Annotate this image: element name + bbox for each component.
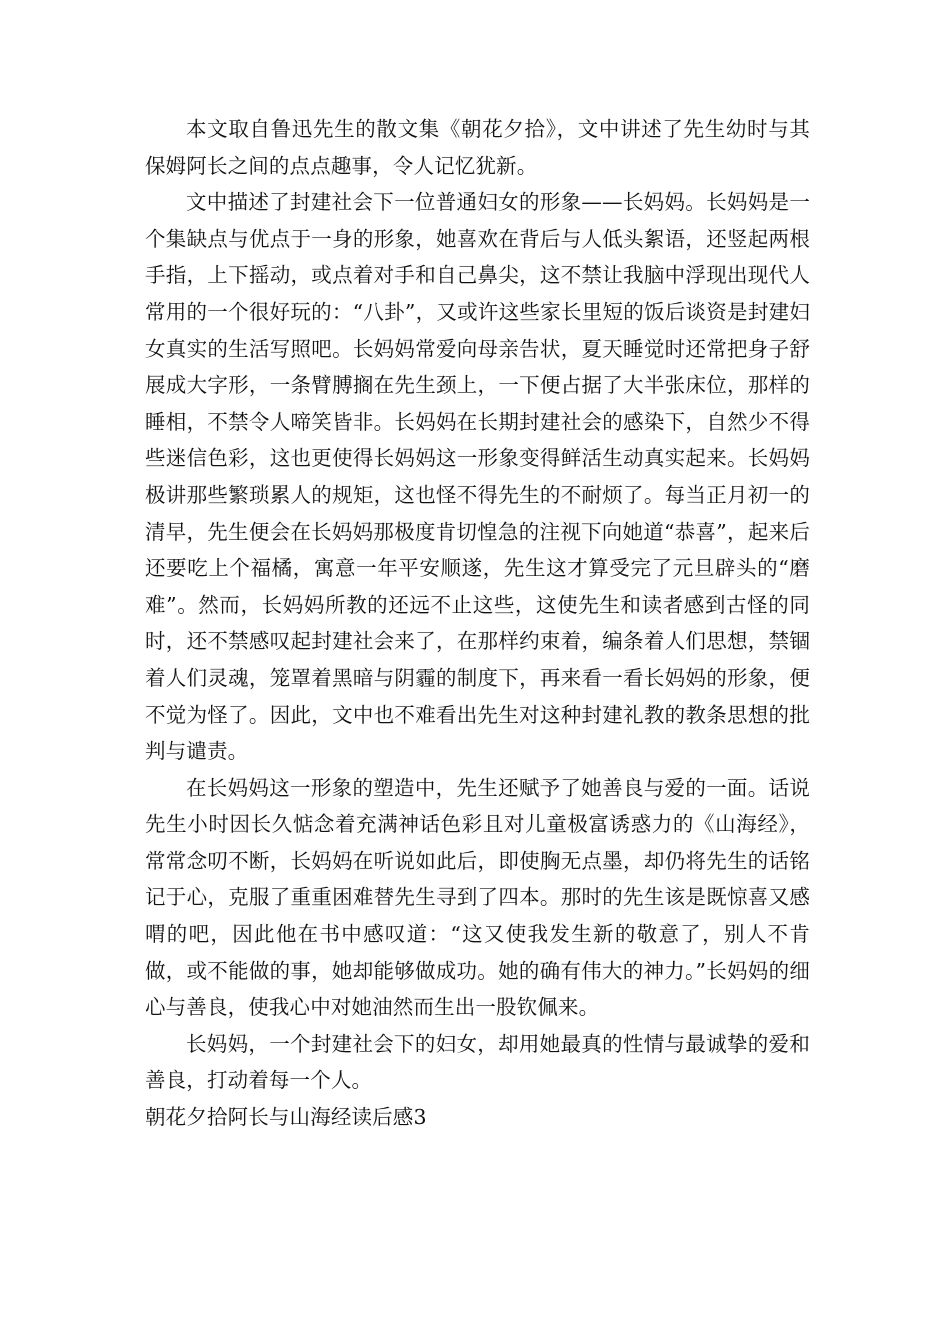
paragraph-conclusion: 长妈妈，一个封建社会下的妇女，却用她最真的性情与最诚挚的爱和善良，打动着每一个人。 [145,1031,810,1093]
paragraph-kindness: 在长妈妈这一形象的塑造中，先生还赋予了她善良与爱的一面。话说先生小时因长久惦念着充满神话色彩且对儿童极富诱惑力的《山海经》，常常念叨不断，长妈妈在听说如此后，即使胸无点墨，却仍将先生的话铭记于心，克服了重重困难替先生寻到了四本。那时的先生该是既惊喜又感喟的吧，因此他在书中感叹道：“这又使我发生新的敬意了，别人不肯做，或不能做的事，她却能够做成功。她的确有伟大的神力。”长妈妈的细心与善良，使我心中对她油然而生出一股钦佩来。 [145,775,810,1020]
document-page [145,111,810,1136]
next-essay-heading: 朝花夕拾阿长与山海经读后感3 [145,1105,427,1130]
paragraph-character-description: 文中描述了封建社会下一位普通妇女的形象——长妈妈。长妈妈是一个集缺点与优点于一身的形象，她喜欢在背后与人低头絮语，还竖起两根手指，上下摇动，或点着对手和自己鼻尖，这不禁让我脑中浮现出现代人常用的一个很好玩的：“八卦”，又或许这些家长里短的饭后谈资是封建妇女真实的生活写照吧。长妈妈常爱向母亲告状，夏天睡觉时还常把身子舒展成大字形，一条臂膊搁在先生颈上，一下便占据了大半张床位，那样的睡相，不禁令人啼笑皆非。长妈妈在长期封建社会的感染下，自然少不得些迷信色彩，这也更使得长妈妈这一形象变得鲜活生动真实起来。长妈妈极讲那些繁琐累人的规矩，这也怪不得先生的不耐烦了。每当正月初一的清早，先生便会在长妈妈那极度肯切惶急的注视下向她道“恭喜”，起来后还要吃上个福橘，寓意一年平安顺遂，先生这才算受完了元旦辟头的“磨难”。然而，长妈妈所教的还远不止这些，这使先生和读者感到古怪的同时，还不禁感叹起封建社会来了，在那样约束着，编条着人们思想，禁锢着人们灵魂，笼罩着黑暗与阴霾的制度下，再来看一看长妈妈的形象，便不觉为怪了。因此，文中也不难看出先生对这种封建礼教的教条思想的批判与谴责。 [145,190,810,764]
paragraph-intro: 本文取自鲁迅先生的散文集《朝花夕拾》，文中讲述了先生幼时与其保姆阿长之间的点点趣事，令人记忆犹新。 [145,117,810,178]
